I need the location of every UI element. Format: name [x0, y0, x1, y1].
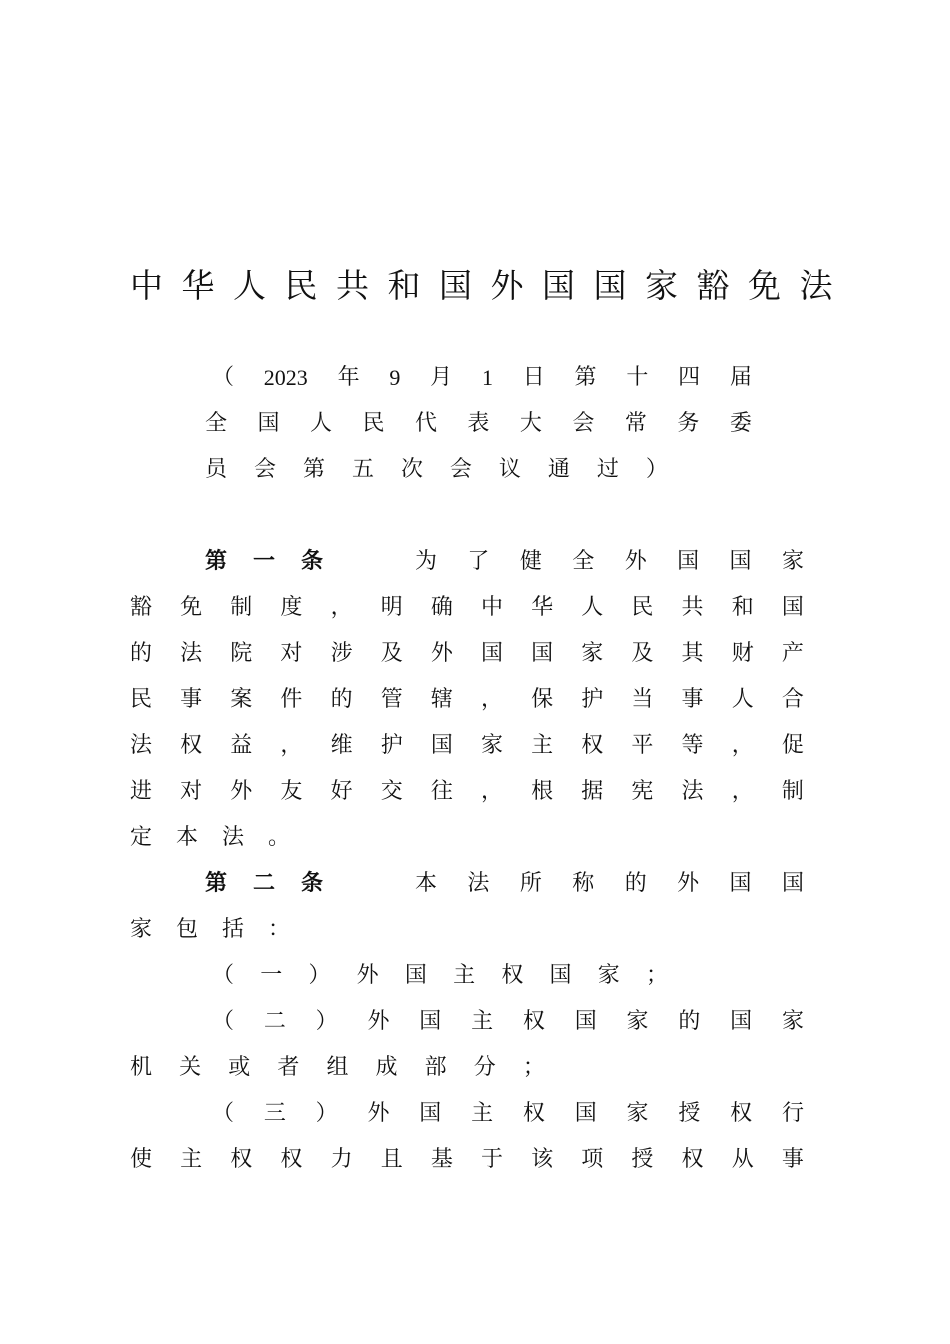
list-item-line: （ 三 ） 外 国 主 权 国 家 授 权 行 — [212, 1101, 804, 1126]
article-text-line: 的 法 院 对 涉 及 外 国 国 家 及 其 财 产 — [130, 641, 804, 666]
adoption-note-line: 员 会 第 五 次 会 议 通 过 ） — [205, 457, 668, 482]
article-text-line: 定 本 法 。 — [130, 825, 290, 850]
list-item-line: （ 二 ） 外 国 主 权 国 家 的 国 家 — [212, 1009, 804, 1034]
list-item-line: 使 主 权 权 力 且 基 于 该 项 授 权 从 事 — [130, 1147, 804, 1172]
article-text-line: 民 事 案 件 的 管 辖 ， 保 护 当 事 人 合 — [130, 687, 804, 712]
adoption-note-line: 全 国 人 民 代 表 大 会 常 务 委 — [205, 411, 752, 436]
article-1-first-line — [205, 539, 804, 585]
article-label: 第二条 — [205, 871, 350, 896]
article-text-line: 豁 免 制 度 ， 明 确 中 华 人 民 共 和 国 — [130, 595, 804, 620]
list-item-line: （ 一 ） 外 国 主 权 国 家 ； — [212, 963, 668, 988]
adoption-note-line: （ 2023 年 9 月 1 日 第 十 四 届 — [212, 365, 752, 390]
article-label: 第一条 — [205, 549, 350, 574]
article-text: 本 法 所 称 的 外 国 国 — [415, 871, 804, 896]
article-2-first-line — [205, 861, 804, 907]
article-text-line: 进 对 外 友 好 交 往 ， 根 据 宪 法 ， 制 — [130, 779, 804, 804]
article-text-line: 法 权 益 ， 维 护 国 家 主 权 平 等 ， 促 — [130, 733, 804, 758]
article-text: 为 了 健 全 外 国 国 家 — [415, 549, 804, 574]
law-title: 中华人民共和国外国国家豁免法 — [130, 266, 851, 305]
list-item-line: 机 关 或 者 组 成 部 分 ； — [130, 1055, 545, 1080]
article-text-line: 家 包 括 ： — [130, 917, 290, 942]
